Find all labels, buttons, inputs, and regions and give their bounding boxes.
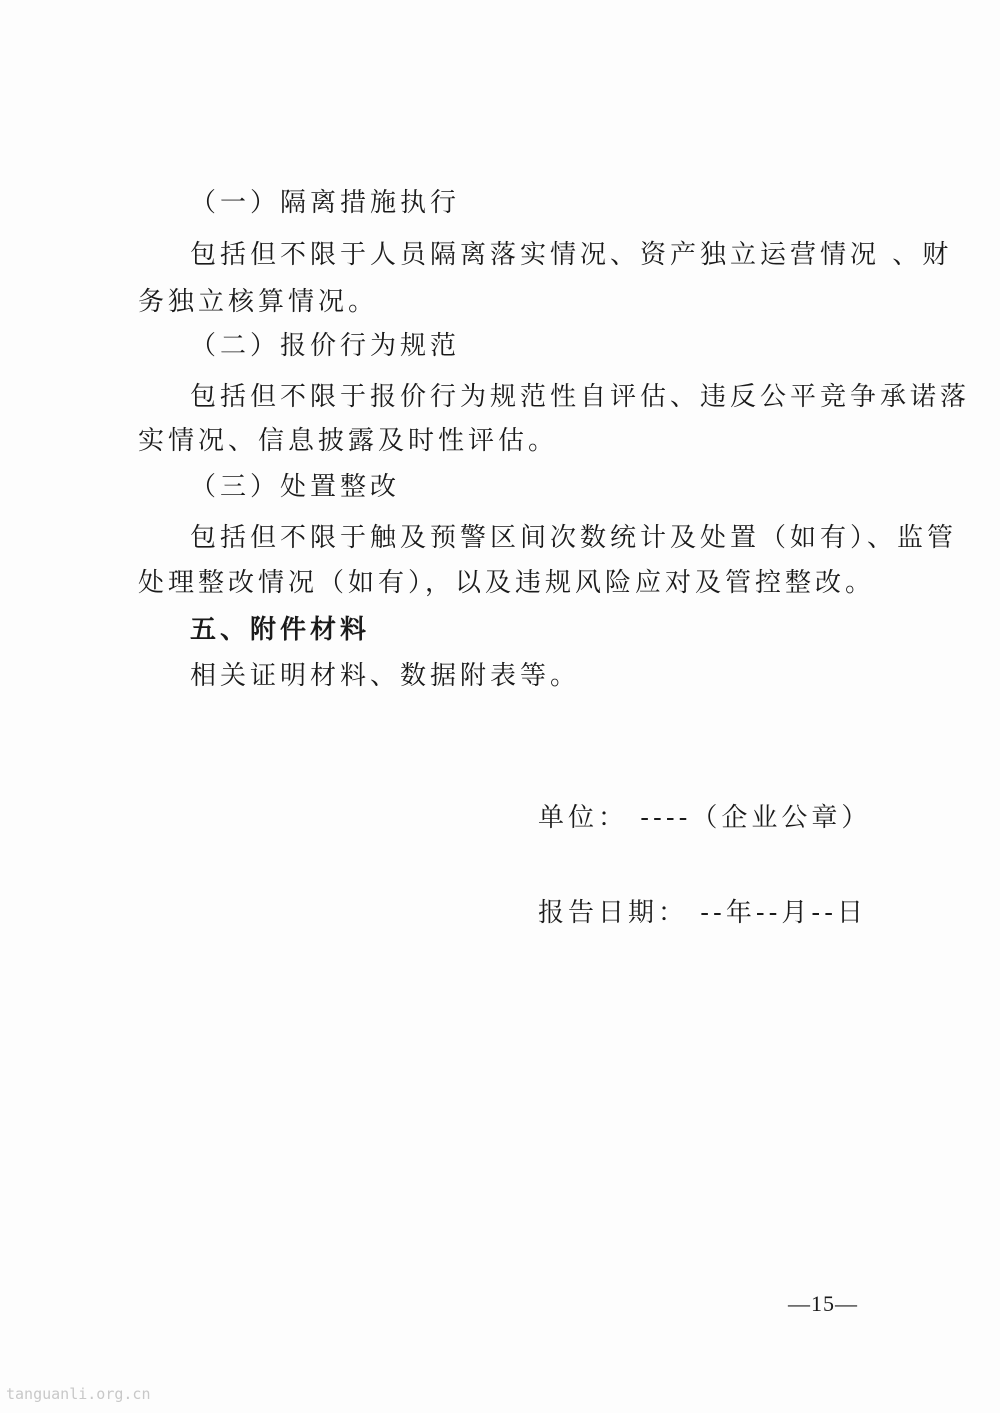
- section-2-heading: （二）报价行为规范: [190, 331, 461, 361]
- section-5-body: 相关证明材料、数据附表等。: [190, 661, 581, 691]
- watermark: tanguanli.org.cn: [6, 1385, 151, 1403]
- section-2-body-line-1: 包括但不限于报价行为规范性自评估、违反公平竞争承诺落: [190, 382, 971, 412]
- section-1-body-line-1: 包括但不限于人员隔离落实情况、资产独立运营情况 、财: [190, 240, 953, 270]
- signature-unit: 单位： ----（企业公章）: [538, 803, 872, 833]
- page-number: —15—: [788, 1291, 858, 1316]
- section-1-heading: （一）隔离措施执行: [190, 188, 461, 218]
- section-3-body-line-2: 处理整改情况（如有），以及违规风险应对及管控整改。: [138, 568, 876, 598]
- section-1-body-line-2: 务独立核算情况。: [138, 287, 379, 317]
- section-3-heading: （三）处置整改: [190, 472, 401, 502]
- signature-date: 报告日期： --年--月--日: [538, 898, 867, 928]
- section-3-body-line-1: 包括但不限于触及预警区间次数统计及处置（如有）、监管: [190, 523, 958, 553]
- section-2-body-line-2: 实情况、信息披露及时性评估。: [138, 426, 559, 456]
- section-5-heading: 五、附件材料: [190, 615, 371, 645]
